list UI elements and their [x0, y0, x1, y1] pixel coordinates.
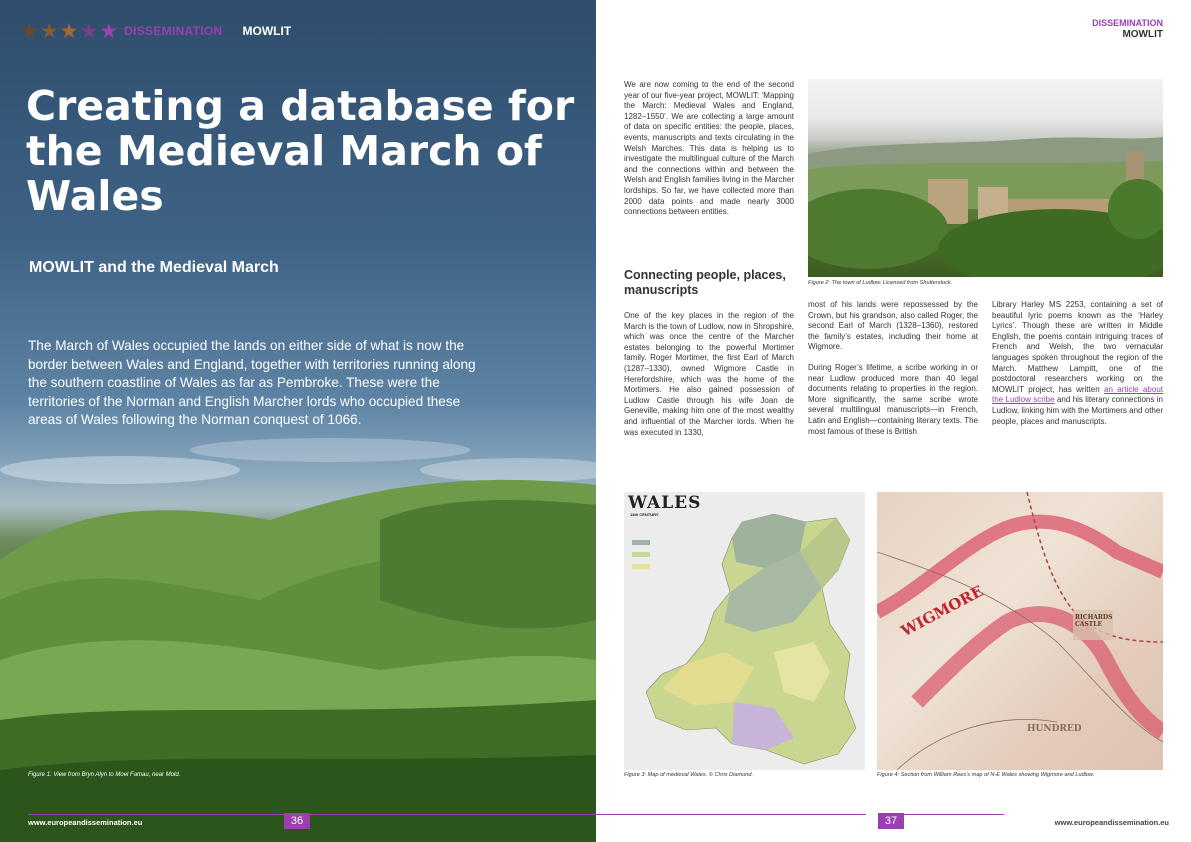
page-number-left: 36: [284, 813, 310, 829]
star-icon: ★: [99, 19, 119, 43]
map-title: WALES: [628, 493, 702, 513]
figure-4-caption: Figure 4: Section from William Rees’s map of N-E Wales showing Wigmore and Ludlow.: [877, 772, 1095, 778]
map-label-richards-castle: RICHARDS CASTLE: [1075, 614, 1113, 628]
footer-divider: [596, 814, 866, 815]
section-name: MOWLIT: [242, 24, 292, 38]
right-header: [1092, 17, 1163, 41]
article-title: Creating a database for the Medieval March of Wales: [26, 82, 575, 220]
footer-url-left[interactable]: www.europeandissemination.eu: [28, 818, 143, 827]
wales-map: [624, 492, 865, 770]
ludlow-photo: [808, 79, 1163, 277]
figure-2-caption: Figure 2: The town of Ludlow. Licensed from Shutterstock.: [808, 280, 953, 286]
star-icon: ★: [79, 19, 99, 43]
ludlow-scribe-article-link[interactable]: an article about the Ludlow scribe: [992, 384, 1164, 405]
body-column-3-text-end: and his literary connections in Ludlow, linking him with the Mortimers and other people, places and manuscripts.: [992, 395, 1163, 426]
figure-1-caption: Figure 1: View from Bryn Alyn to Moel Famau, near Mold.: [28, 772, 181, 778]
intro-paragraph: The March of Wales occupied the lands on either side of what is now the border between Wales and England, together with territories running along the southern coastline of Wales as far as Pembroke. These were the territories of the Norman and English Marcher lords who occupied these areas of Wales following the Norman conquest of 1066.: [28, 338, 476, 427]
body-column-3: [992, 300, 1163, 427]
figure-3-caption: Figure 3: Map of medieval Wales. © Chris Diamond.: [624, 772, 753, 778]
right-page: [596, 0, 1191, 842]
article-subtitle: MOWLIT and the Medieval March: [29, 259, 279, 276]
map-subtitle: 14th CENTURY: [630, 512, 659, 517]
body-column-1: One of the key places in the region of the March is the town of Ludlow, now in Shropshire, which was once the centre of the Marcher estates belonging to the powerful Mortimer family. Roger Mortimer, the first Earl of March (1287–1330), owned Wigmore Castle in Herefordshire, which was the home of the Mortimers. He also gained possession of Ludlow Castle through his wife Joan de Geneville, making him one of the most wealthy and influential of the Marcher lords. When he was executed in 1330,: [624, 311, 794, 437]
star-icon: ★: [20, 19, 39, 43]
wigmore-ludlow-map: [877, 492, 1163, 770]
logo-stars: [20, 21, 118, 42]
footer-divider: [900, 814, 1004, 815]
footer-divider: [310, 814, 596, 815]
masthead: [20, 17, 291, 45]
opening-paragraph: We are now coming to the end of the second year of our five-year project, MOWLIT: ‘Mapping the March: Medieval Wales and England, 1282–1550’. We are collecting a large amount of data on specific entities: the people, places, events, manuscripts and texts circulating in the Welsh Marches. This data is helping us to investigate the multilingual culture of the March and the connections within and between the Welsh and English families living in the Marcher lordships. So far, we have collected more than 2000 data points and made nearly 3000 connections between entities.: [624, 80, 794, 217]
body-column-2-part-2: During Roger’s lifetime, a scribe working in or near Ludlow produced more than 40 legal documents relating to properties in the region. More significantly, the same scribe wrote several multilingual manuscripts—in French, Latin and English—containing literary texts. The most famous of these is British: [808, 363, 978, 436]
brand-name: DISSEMINATION: [124, 24, 223, 38]
header-section: MOWLIT: [1122, 29, 1163, 40]
page-number-right: 37: [878, 813, 904, 829]
map-label-wigmore: WIGMORE: [898, 581, 987, 641]
map-label-hundred: HUNDRED: [1027, 724, 1082, 734]
footer-divider: [28, 814, 284, 815]
body-column-2-part-1: most of his lands were repossessed by the Crown, but his grandson, also called Roger, the second Earl of March (1328–1360), restored the family’s estates, including their home at Wigmore.: [808, 300, 978, 352]
section-heading: Connecting people, places, manuscripts: [624, 268, 786, 297]
header-brand: DISSEMINATION: [1092, 18, 1163, 28]
star-icon: ★: [39, 19, 59, 43]
footer-url-right[interactable]: www.europeandissemination.eu: [1054, 818, 1169, 827]
star-icon: ★: [59, 19, 79, 43]
body-column-3-text: Library Harley MS 2253, containing a set of beautiful lyric poems known as the ‘Harley Lyrics’. Though these are written in Middle English, the poems contain intriguing traces of French and Welsh, the two vernacular languages spoken throughout the region of the March. Matthew Lampitt, one of the postdoctoral researchers working on the MOWLIT project, has written: [992, 300, 1163, 394]
